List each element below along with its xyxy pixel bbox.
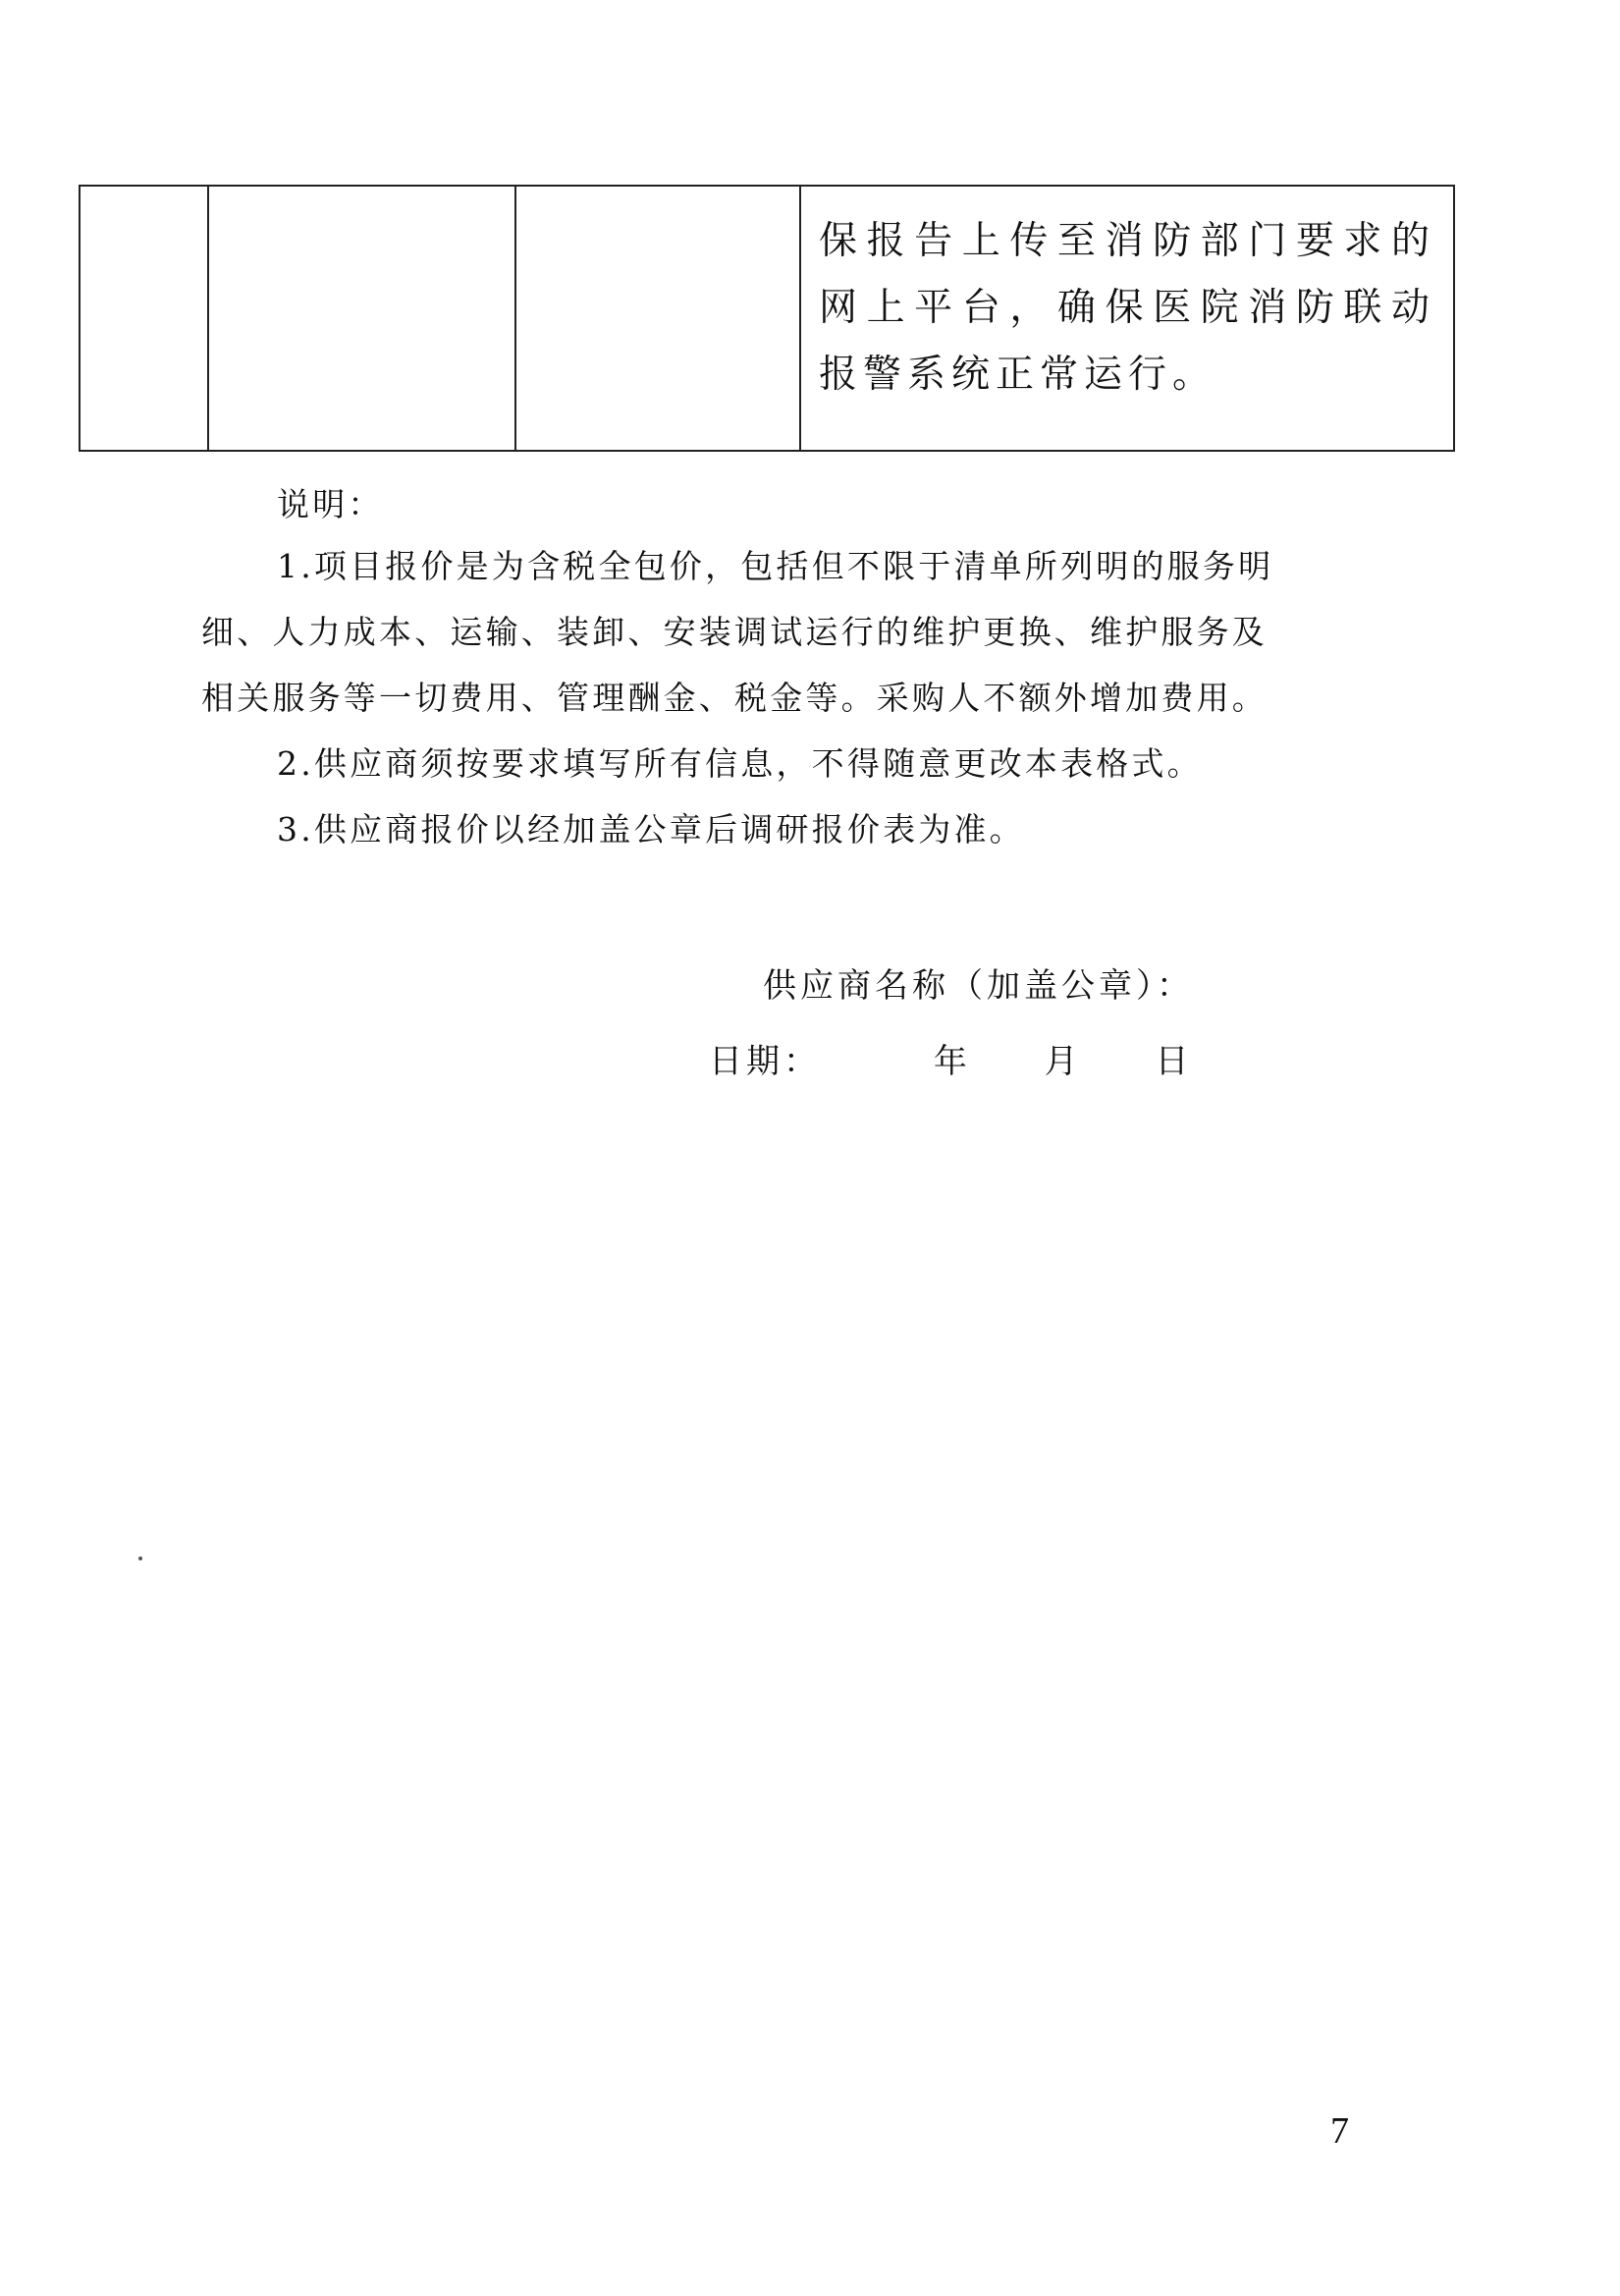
note-item-2: 2.供应商须按要求填写所有信息，不得随意更改本表格式。: [277, 744, 1203, 783]
note-item-1-line-3: 相关服务等一切费用、管理酬金、税金等。采购人不额外增加费用。: [201, 679, 1268, 717]
date-day: 日: [1155, 1042, 1193, 1081]
date-label: 日期：: [709, 1042, 821, 1081]
supplier-name-label: 供应商名称（加盖公章）：: [763, 966, 1194, 1006]
note-item-1-line-2: 细、人力成本、运输、装卸、安装调试运行的维护更换、维护服务及: [201, 613, 1268, 651]
notes-heading: 说明：: [277, 485, 384, 523]
requirement-text: 保报告上传至消防部门要求的网上平台，确保医院消防联动报警系统正常运行。: [819, 219, 1435, 397]
page-number: 7: [1330, 2110, 1349, 2152]
note-item-1-line-1: 1.项目报价是为含税全包价，包括但不限于清单所列明的服务明: [277, 547, 1274, 585]
quotation-table-fragment: [79, 185, 1455, 452]
table-cell-index: [80, 186, 208, 451]
table-cell-item: [208, 186, 515, 451]
date-year: 年: [933, 1042, 971, 1081]
table-cell-requirement: [800, 186, 1454, 451]
date-line: [709, 1034, 1192, 1082]
date-month: 月: [1044, 1042, 1082, 1081]
scan-speck: [138, 1557, 142, 1560]
table-cell-content: [515, 186, 800, 451]
note-item-3: 3.供应商报价以经加盖公章后调研报价表为准。: [277, 810, 1025, 848]
table-row: [80, 186, 1454, 451]
